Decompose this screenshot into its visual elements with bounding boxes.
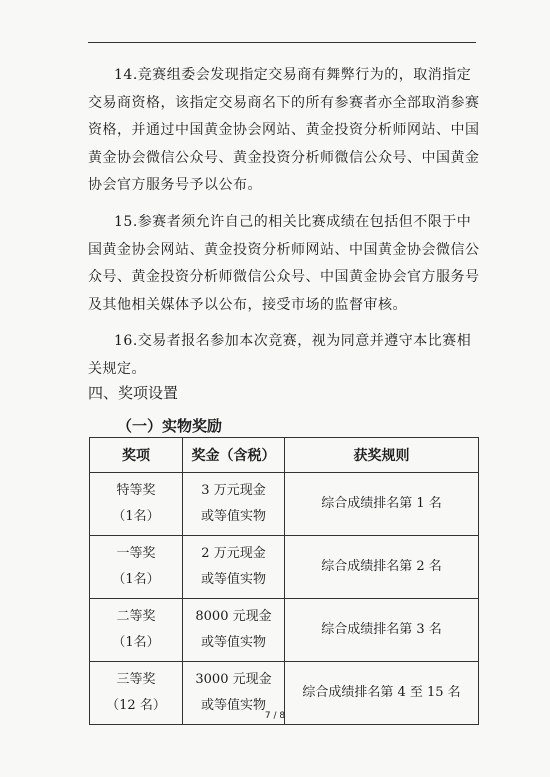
table-row [90, 473, 479, 536]
header-prize: 奖金（含税） [183, 438, 285, 473]
subsection-heading: （一）实物奖励 [117, 417, 223, 435]
prize-amount: 8000 元现金 [195, 609, 272, 624]
table-row [90, 536, 479, 599]
award-count: （1名） [112, 635, 160, 650]
rule-cell: 综合成绩排名第 4 至 15 名 [285, 662, 479, 725]
award-name: 特等奖 [116, 483, 156, 498]
prize-alt: 或等值实物 [200, 698, 266, 713]
clause-number: 16. [114, 333, 138, 349]
header-rule [88, 42, 476, 43]
clause-text: 竞赛组委会发现指定交易商有舞弊行为的，取消指定交易商资格，该指定交易商名下的所有参赛者亦全部取消参赛资格，并通过中国黄金协会网站、黄金投资分析师网站、中国黄金协会微信公众号、黄金投资分析师微信公众号、中国黄金协会官方服务号予以公布。 [88, 67, 480, 193]
prize-cell [183, 473, 285, 536]
award-name: 三等奖 [116, 672, 156, 687]
clause-number: 15. [114, 214, 138, 230]
clause-text: 交易者报名参加本次竞赛，视为同意并遵守本比赛相关规定。 [88, 333, 472, 377]
award-count: （1名） [112, 509, 160, 524]
prize-alt: 或等值实物 [200, 635, 266, 650]
award-cell [90, 536, 183, 599]
award-cell [90, 473, 183, 536]
section-heading: 四、奖项设置 [88, 384, 179, 402]
table-row [90, 599, 479, 662]
prize-amount: 3 万元现金 [201, 483, 266, 498]
prize-cell [183, 536, 285, 599]
table-header-row [90, 438, 479, 473]
rule-cell: 综合成绩排名第 3 名 [285, 599, 479, 662]
prize-alt: 或等值实物 [200, 509, 266, 524]
page-number: 7 / 8 [264, 711, 286, 721]
prize-amount: 2 万元现金 [201, 546, 266, 561]
award-name: 二等奖 [116, 609, 156, 624]
award-count: （1名） [112, 572, 160, 587]
prize-alt: 或等值实物 [200, 572, 266, 587]
clause-number: 14. [114, 67, 138, 83]
header-award: 奖项 [90, 438, 183, 473]
header-rule: 获奖规则 [285, 438, 479, 473]
prize-amount: 3000 元现金 [195, 672, 272, 687]
clause-16 [88, 328, 480, 383]
clause-15 [88, 209, 480, 319]
award-cell [90, 599, 183, 662]
award-name: 一等奖 [116, 546, 156, 561]
clause-14 [88, 62, 480, 200]
prize-cell [183, 599, 285, 662]
clause-text: 参赛者须允许自己的相关比赛成绩在包括但不限于中国黄金协会网站、黄金投资分析师网站、中国黄金协会微信公众号、黄金投资分析师微信公众号、中国黄金协会官方服务号及其他相关媒体予以公布，接受市场的监督审核。 [88, 214, 480, 313]
rule-cell: 综合成绩排名第 2 名 [285, 536, 479, 599]
award-count: （12 名） [106, 698, 166, 713]
awards-table [89, 437, 479, 725]
rule-cell: 综合成绩排名第 1 名 [285, 473, 479, 536]
